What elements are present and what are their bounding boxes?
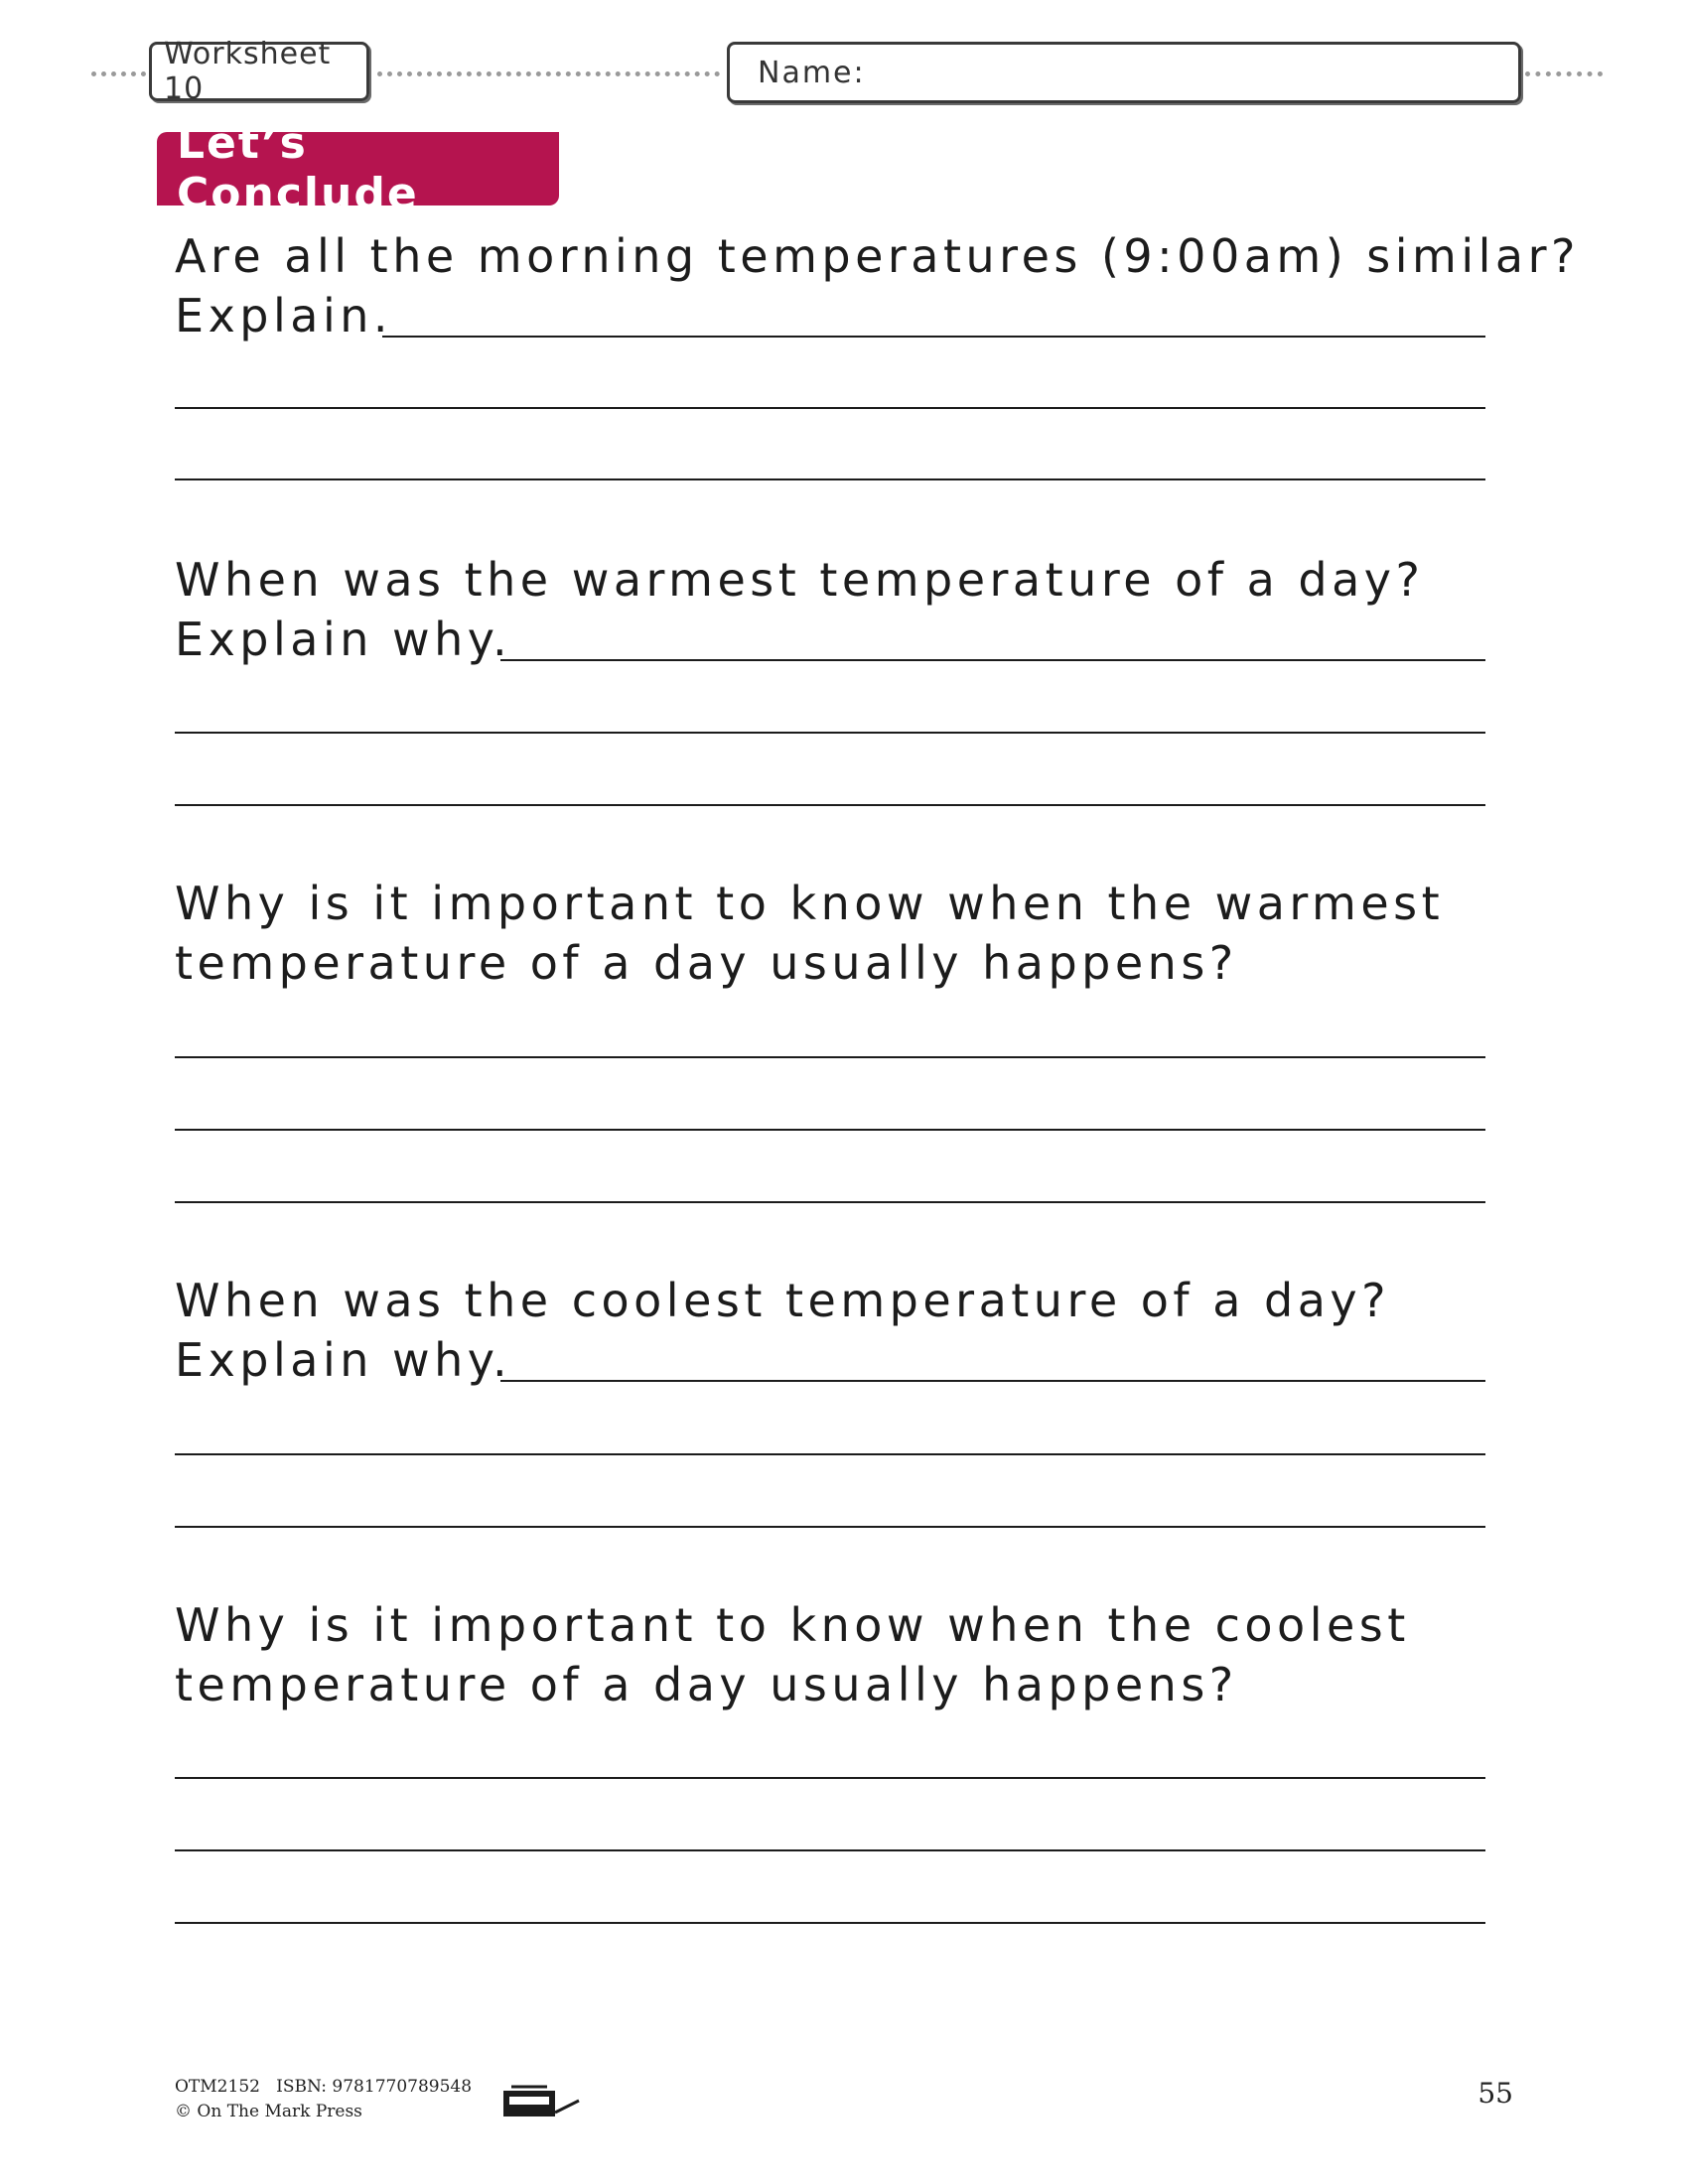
name-field-label: Name: xyxy=(758,55,866,90)
answer-line[interactable] xyxy=(175,732,1485,734)
question-2-line-1: When was the warmest temperature of a day? xyxy=(175,553,1425,607)
section-title: Let’s Conclude xyxy=(177,118,419,219)
header-dotted-rule-right xyxy=(1525,71,1603,76)
header-dotted-rule-left xyxy=(91,71,146,76)
answer-line[interactable] xyxy=(175,1526,1485,1528)
answer-line[interactable] xyxy=(175,1777,1485,1779)
answer-line[interactable] xyxy=(382,336,1485,338)
section-title-tab xyxy=(157,118,559,219)
answer-line[interactable] xyxy=(500,1380,1485,1382)
answer-line[interactable] xyxy=(175,1849,1485,1851)
answer-line[interactable] xyxy=(175,1201,1485,1203)
page-number: 55 xyxy=(1477,2077,1513,2110)
question-1-line-1: Are all the morning temperatures (9:00am) similar? xyxy=(175,229,1580,283)
question-3-line-2: temperature of a day usually happens? xyxy=(175,936,1238,990)
answer-line[interactable] xyxy=(175,1453,1485,1455)
question-4-line-1: When was the coolest temperature of a day? xyxy=(175,1274,1391,1327)
answer-line[interactable] xyxy=(175,407,1485,409)
name-field[interactable] xyxy=(727,42,1521,103)
question-3-line-1: Why is it important to know when the warmest xyxy=(175,877,1445,930)
question-1-line-2: Explain. xyxy=(175,289,393,342)
isbn: ISBN: 9781770789548 xyxy=(276,2077,473,2097)
on-the-mark-press-logo-icon xyxy=(501,2083,581,2122)
answer-line[interactable] xyxy=(175,1922,1485,1924)
copyright: © On The Mark Press xyxy=(175,2102,362,2121)
question-5-line-1: Why is it important to know when the coolest xyxy=(175,1598,1410,1652)
product-code: OTM2152 xyxy=(175,2077,260,2097)
worksheet-label: Worksheet 10 xyxy=(164,37,332,106)
answer-line[interactable] xyxy=(175,1056,1485,1058)
worksheet-label-box xyxy=(149,37,369,106)
question-5-line-2: temperature of a day usually happens? xyxy=(175,1658,1238,1711)
answer-line[interactable] xyxy=(175,478,1485,480)
question-2-line-2: Explain why. xyxy=(175,613,512,666)
question-4-line-2: Explain why. xyxy=(175,1333,512,1387)
footer-product-info xyxy=(175,2077,472,2097)
answer-line[interactable] xyxy=(175,804,1485,806)
header-dotted-rule-middle xyxy=(377,71,720,76)
answer-line[interactable] xyxy=(175,1129,1485,1131)
answer-line[interactable] xyxy=(500,659,1485,661)
